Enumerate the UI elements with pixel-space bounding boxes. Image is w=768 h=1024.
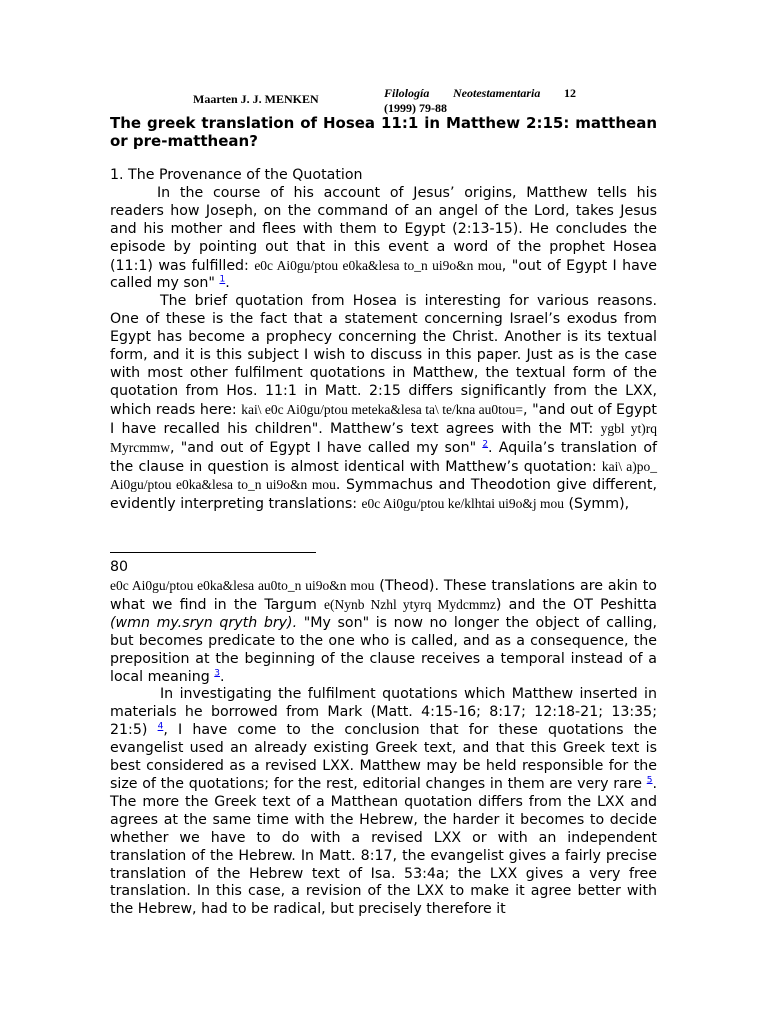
paragraph-text: . The more the Greek text of a Matthean quotation differs from the LXX and agrees at the same time with the Hebrew, the harder it becomes to decide whether we have to do with a revised LXX or with an independent translation of the Hebrew. In Matt. 8:17, the evangelist gives a fairly precise translation of the Hebrew text of Isa. 53:4a; the LXX gives a very free translation. In this case, a revision of the LXX to make it agree better with the Hebrew, had to be radical, but precisely therefore it: [110, 775, 657, 918]
page-number: 80: [110, 559, 129, 575]
paragraph-text: .: [225, 275, 230, 292]
paragraph-text: , "and out of Egypt I have called my son": [170, 439, 477, 456]
paragraph-text: In investigating the fulfilment quotations which Matthew inserted in materials he borrowed from Mark (Matt. 4:15-16; 8:17; 12:18-21; 13:35; 21:5): [110, 686, 657, 739]
author-name: Maarten J. J. MENKEN: [193, 92, 319, 106]
paragraph-3: [110, 577, 657, 686]
journal-citation: [384, 86, 576, 116]
footnote-ref-5[interactable]: 5: [646, 775, 653, 786]
section-heading: 1. The Provenance of the Quotation: [110, 167, 363, 183]
footnote-separator: [110, 552, 316, 553]
journal-volume: 12: [563, 86, 576, 100]
paragraph-text: , "and out of Egypt I have recalled his children". Matthew’s text agrees with the MT:: [110, 401, 657, 437]
page-80-body: [110, 167, 657, 514]
paragraph-text: , I have come to the conclusion that for these quotations the evangelist used an already existing Greek text, and that this Greek text is best considered as a revised LXX. Matthew may be held responsible for the size of the quotations; for the rest, editorial changes in them are very rare: [110, 722, 658, 792]
article-title: The greek translation of Hosea 11:1 in Matthew 2:15: matthean or pre-matthean?: [110, 114, 657, 150]
aramaic-transliteration: e(Nynb Nzhl ytyrq Mydcmmz: [323, 596, 496, 612]
paragraph-text: ) and the OT Peshitta: [495, 596, 658, 613]
paragraph-text: . Aquila’s translation of the clause in question is almost identical with Matthew’s quotation:: [110, 439, 657, 475]
paragraph-text: In the course of his account of Jesus’ origins, Matthew tells his readers how Joseph, on the command of an angel of the Lord, takes Jesus and his mother and flees with them to Egypt (2:13-15). He concludes the episode by pointing out that in this event a word of the prophet Hosea (11:1) was fulfilled:: [110, 184, 657, 274]
journal-name: Filología: [384, 86, 430, 100]
paragraph-text: The brief quotation from Hosea is interesting for various reasons. One of these is the fact that a statement concerning Israel’s exodus from Egypt has become a prophecy concerning the Christ. Another is its textual form, and it is this subject I wish to discuss in this paper. Just as is the case with most other fulfilment quotations in Matthew, the textual form of the quotation from Hos. 11:1 in Matt. 2:15 differs significantly from the LXX, which reads here:: [110, 293, 657, 418]
paragraph-text: "My son" is now no longer the object of calling, but becomes predicate to the one who is called, and as a consequence, the preposition at the beginning of the clause receives a temporal instead of a local meaning: [110, 614, 657, 685]
greek-text: e0c Ai0gu/ptou ke/klhtai ui9o&j mou: [361, 496, 564, 512]
greek-text: e0c Ai0gu/ptou e0ka&lesa au0to_n ui9o&n mou: [110, 578, 375, 593]
journal-year-pages: (1999) 79-88: [384, 101, 447, 115]
paragraph-text: .: [220, 668, 225, 685]
greek-text: kai\ a)po_ Ai0gu/ptou e0ka&lesa to_n ui9o&n mou: [110, 458, 658, 493]
paragraph-text: . Symmachus and Theodotion give different, evidently interpreting translations:: [110, 477, 657, 513]
paragraph-text: (Theod). These translations are akin to what we find in the Targum: [110, 578, 657, 613]
page-81-body: [110, 577, 657, 919]
hebrew-transliteration: ygbl yt)rq Myrcmmw: [110, 420, 657, 455]
greek-text: kai\ e0c Ai0gu/ptou meteka&lesa ta\ te/kna au0tou=: [241, 401, 524, 417]
paragraph-4: [110, 686, 657, 919]
paragraph-text: (Symm),: [563, 496, 630, 513]
paragraph-1: [110, 185, 657, 293]
greek-text: e0c Ai0gu/ptou e0ka&lesa to_n ui9o&n mou: [254, 257, 502, 273]
footnote-ref-4[interactable]: 4: [157, 721, 164, 732]
footnote-ref-3[interactable]: 3: [214, 667, 220, 678]
paragraph-text: , "out of Egypt I have called my son": [110, 257, 657, 292]
footnote-ref-2[interactable]: 2: [482, 438, 489, 449]
footnote-ref-1[interactable]: 1: [219, 274, 226, 285]
journal-name-2: Neotestamentaria: [453, 86, 541, 100]
paragraph-2: [110, 293, 657, 514]
syriac-transliteration: (wmn my.sryn qryth bry).: [110, 614, 298, 631]
